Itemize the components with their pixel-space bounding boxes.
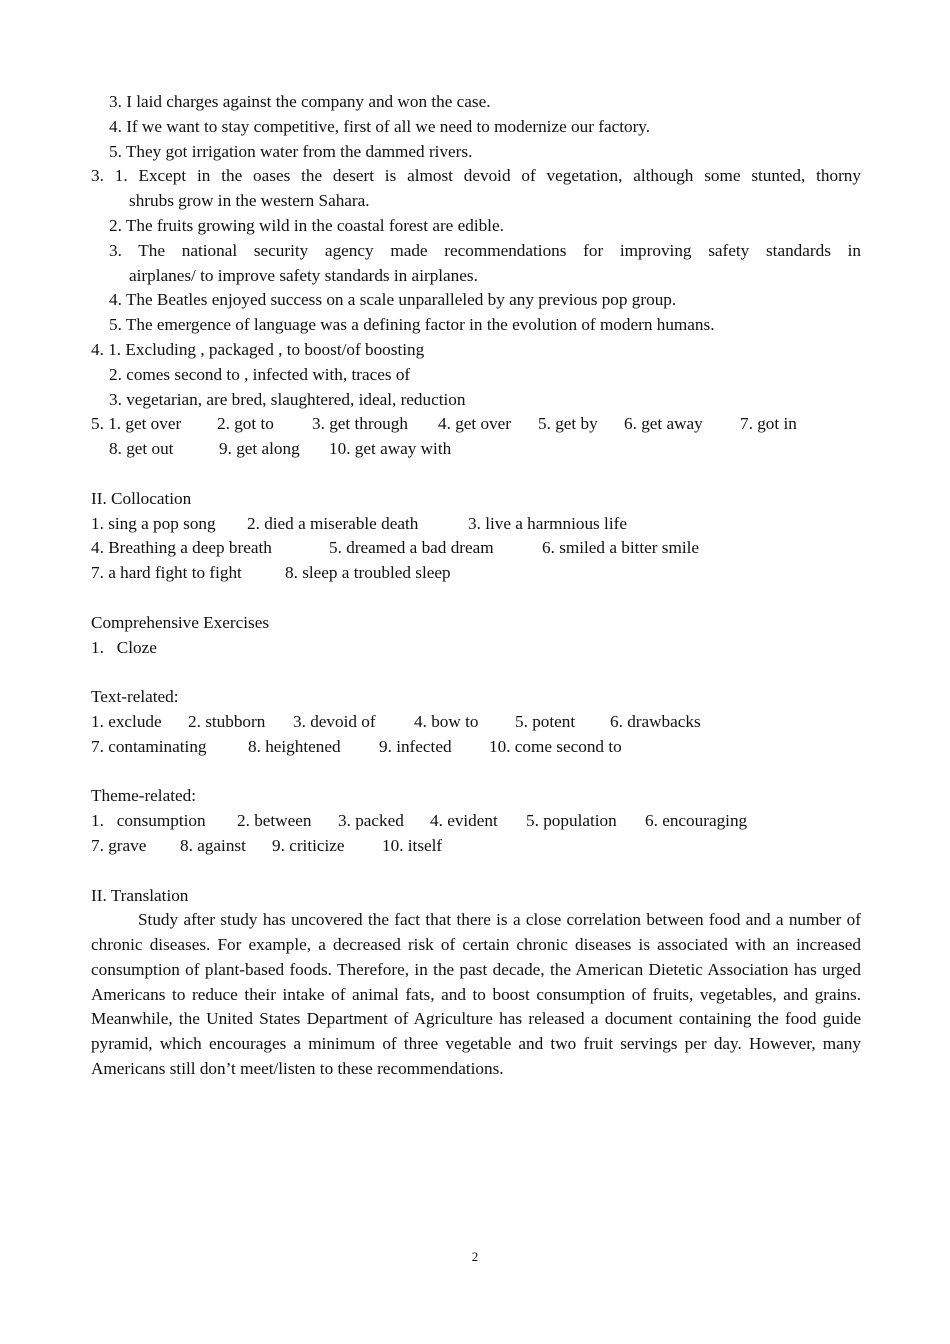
text-related-answer: 4. bow to — [414, 711, 479, 731]
vocab-item-2-line-3: 3. I laid charges against the company and won the case. — [109, 92, 491, 111]
vocab-item-4-line-1: 4. 1. Excluding , packaged , to boost/of boosting — [91, 339, 425, 359]
phrasal-answer: 5. 1. get over — [91, 414, 182, 434]
theme-related-answer: 1. consumption — [91, 811, 206, 831]
text-related-answer: 3. devoid of — [293, 711, 376, 731]
text-related-answer: 10. come second to — [489, 736, 622, 756]
vocab-item-3-line-3-cont: airplanes/ to improve safety standards in airplanes. — [129, 265, 478, 285]
collocation-answer: 2. died a miserable death — [247, 513, 419, 533]
collocation-answer: 3. live a harmnious life — [468, 513, 627, 533]
text-related-answer: 1. exclude — [91, 711, 162, 731]
phrasal-answer: 5. get by — [538, 414, 598, 434]
vocab-item-5-row-2 — [91, 437, 861, 462]
text-related-row-1 — [91, 710, 861, 735]
document-page — [91, 90, 861, 1082]
translation-paragraph: Study after study has uncovered the fact that there is a close correlation between food and a number of chronic diseases. For example, a decreased risk of certain chronic diseases is associated with an increased consumption of plant-based foods. Therefore, in the past decade, the American Dietetic Association has urged Americans to reduce their intake of animal fats, and to boost consumption of fruits, vegetables, and grains. Meanwhile, the United States Department of Agriculture has released a document containing the food guide pyramid, which encourages a minimum of three vegetable and two fruit servings per day. However, many Americans still don’t meet/listen to these recommendations. — [91, 910, 861, 1079]
phrasal-answer: 9. get along — [219, 439, 300, 459]
phrasal-answer: 10. get away with — [329, 439, 452, 459]
theme-related-answer: 7. grave — [91, 835, 147, 855]
vocab-item-5-row-1 — [91, 412, 861, 437]
phrasal-answer: 4. get over — [438, 414, 512, 434]
theme-related-answer: 5. population — [526, 811, 617, 831]
collocation-answer: 4. Breathing a deep breath — [91, 538, 272, 558]
theme-related-answer: 10. itself — [382, 835, 443, 855]
vocab-item-4-line-3: 3. vegetarian, are bred, slaughtered, ideal, reduction — [109, 389, 466, 409]
theme-related-row-2 — [91, 834, 861, 859]
vocab-item-2-line-4: 4. If we want to stay competitive, first of all we need to modernize our factory. — [109, 116, 651, 136]
text-related-answer: 8. heightened — [248, 736, 341, 756]
comprehensive-heading: Comprehensive Exercises — [91, 612, 270, 632]
text-related-answer: 6. drawbacks — [610, 711, 701, 731]
phrasal-answer: 7. got in — [740, 414, 797, 434]
phrasal-answer: 6. get away — [624, 414, 703, 434]
vocab-item-3-line-1-cont: shrubs grow in the western Sahara. — [129, 191, 370, 211]
phrasal-answer: 3. get through — [312, 414, 408, 434]
theme-related-answer: 3. packed — [338, 811, 404, 831]
vocab-item-3-line-1: 3. 1. Except in the oases the desert is almost devoid of vegetation, although some stunted, thorny — [91, 166, 861, 186]
collocation-row-1 — [91, 512, 861, 537]
phrasal-answer: 8. get out — [109, 439, 174, 459]
vocab-item-3-line-3: 3. The national security agency made recommendations for improving safety standards in — [109, 240, 861, 260]
theme-related-heading: Theme-related: — [91, 786, 196, 806]
text-related-answer: 7. contaminating — [91, 736, 207, 756]
collocation-answer: 1. sing a pop song — [91, 513, 216, 533]
text-related-heading: Text-related: — [91, 687, 179, 707]
vocab-item-3-line-4: 4. The Beatles enjoyed success on a scale unparalleled by any previous pop group. — [109, 290, 677, 310]
collocation-answer: 5. dreamed a bad dream — [329, 538, 494, 558]
theme-related-answer: 2. between — [237, 811, 312, 831]
text-related-answer: 5. potent — [515, 711, 576, 731]
theme-related-row-1 — [91, 809, 861, 834]
collocation-heading: II. Collocation — [91, 488, 192, 508]
text-related-row-2 — [91, 735, 861, 760]
collocation-answer: 7. a hard fight to fight — [91, 563, 242, 583]
text-related-answer: 2. stubborn — [188, 711, 266, 731]
text-related-answer: 9. infected — [379, 736, 452, 756]
collocation-row-3 — [91, 561, 861, 586]
collocation-answer: 6. smiled a bitter smile — [542, 538, 700, 558]
theme-related-answer: 8. against — [180, 835, 246, 855]
phrasal-answer: 2. got to — [217, 414, 274, 434]
vocab-item-3-line-2: 2. The fruits growing wild in the coastal forest are edible. — [109, 215, 504, 235]
collocation-row-2 — [91, 536, 861, 561]
vocab-item-2-line-5: 5. They got irrigation water from the dammed rivers. — [109, 141, 473, 161]
page-number: 2 — [471, 1249, 479, 1264]
theme-related-answer: 9. criticize — [272, 835, 345, 855]
translation-heading: II. Translation — [91, 885, 189, 905]
vocab-item-4-line-2: 2. comes second to , infected with, traces of — [109, 364, 411, 384]
cloze-label: 1. Cloze — [91, 637, 157, 657]
theme-related-answer: 6. encouraging — [645, 811, 748, 831]
vocab-item-3-line-5: 5. The emergence of language was a defining factor in the evolution of modern humans. — [109, 315, 715, 335]
collocation-answer: 8. sleep a troubled sleep — [285, 563, 451, 583]
theme-related-answer: 4. evident — [430, 811, 498, 831]
